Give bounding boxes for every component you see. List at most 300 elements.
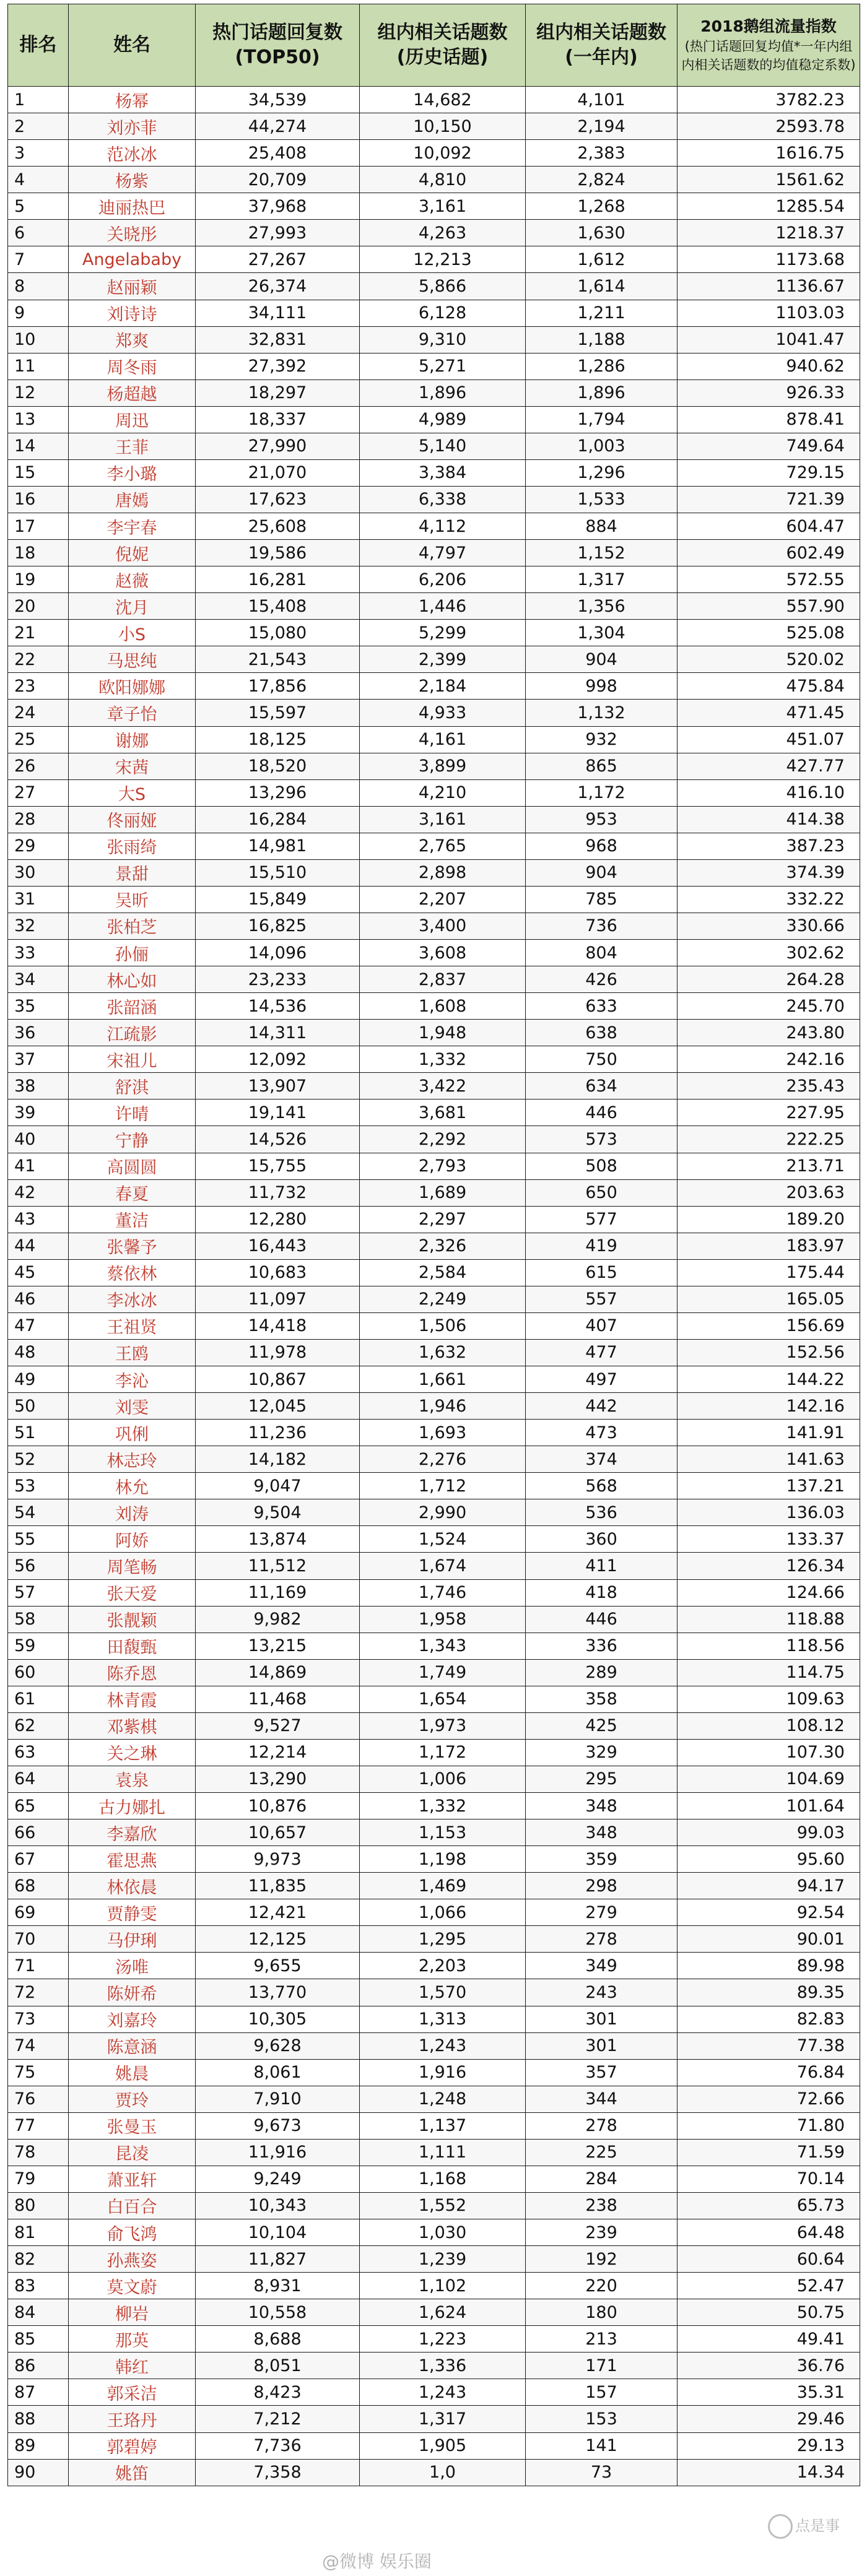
table-row (8, 753, 860, 779)
topics-year-cell: 425 (526, 1712, 677, 1739)
topics-year-cell: 904 (526, 646, 677, 673)
name-cell: 欧阳娜娜 (69, 673, 196, 700)
topics-year-cell: 1,268 (526, 193, 677, 220)
table-row (8, 1553, 860, 1579)
topics-history-cell: 1,336 (360, 2353, 526, 2379)
name-cell: 林青霞 (69, 1686, 196, 1712)
topics-history-cell: 1,693 (360, 1420, 526, 1446)
traffic-index-cell: 49.41 (677, 2326, 860, 2353)
rank-cell: 36 (8, 1020, 69, 1046)
name-cell: 古力娜扎 (69, 1793, 196, 1819)
rank-cell: 4 (8, 167, 69, 193)
topics-history-cell: 1,674 (360, 1553, 526, 1579)
topics-history-cell: 2,765 (360, 833, 526, 859)
table-row (8, 2112, 860, 2139)
traffic-index-cell: 330.66 (677, 913, 860, 939)
table-row (8, 940, 860, 966)
rank-cell: 15 (8, 459, 69, 486)
hot-replies-cell: 23,233 (196, 966, 360, 993)
topics-history-cell: 4,263 (360, 220, 526, 246)
traffic-index-cell: 133.37 (677, 1526, 860, 1553)
table-row (8, 1339, 860, 1366)
name-cell: 佟丽娅 (69, 806, 196, 833)
table-row (8, 1953, 860, 1979)
hot-replies-cell: 26,374 (196, 273, 360, 300)
rank-cell: 31 (8, 886, 69, 913)
rank-cell: 82 (8, 2246, 69, 2273)
rank-cell: 6 (8, 220, 69, 246)
traffic-index-cell: 90.01 (677, 1926, 860, 1953)
rank-cell: 33 (8, 940, 69, 966)
rank-cell: 53 (8, 1473, 69, 1499)
table-row (8, 2192, 860, 2219)
rank-cell: 78 (8, 2139, 69, 2166)
topics-year-cell: 357 (526, 2059, 677, 2086)
traffic-index-cell: 71.80 (677, 2112, 860, 2139)
traffic-index-cell: 124.66 (677, 1579, 860, 1606)
hot-replies-cell: 8,061 (196, 2059, 360, 2086)
traffic-index-cell: 82.83 (677, 2006, 860, 2032)
topics-year-cell: 804 (526, 940, 677, 966)
topics-history-cell: 1,746 (360, 1579, 526, 1606)
topics-year-cell: 243 (526, 1979, 677, 2006)
traffic-index-cell: 243.80 (677, 1020, 860, 1046)
hot-replies-cell: 34,111 (196, 300, 360, 326)
hot-replies-cell: 13,290 (196, 1766, 360, 1792)
traffic-index-cell: 416.10 (677, 779, 860, 806)
topics-history-cell: 1,524 (360, 1526, 526, 1553)
topics-history-cell: 1,712 (360, 1473, 526, 1499)
name-cell: 昆凌 (69, 2139, 196, 2166)
traffic-index-cell: 118.56 (677, 1633, 860, 1659)
table-row (8, 2219, 860, 2246)
rank-cell: 47 (8, 1312, 69, 1339)
table-row (8, 1633, 860, 1659)
traffic-index-cell: 1561.62 (677, 167, 860, 193)
topics-year-cell: 736 (526, 913, 677, 939)
table-row (8, 966, 860, 993)
name-cell: 那英 (69, 2326, 196, 2353)
topics-year-cell: 153 (526, 2406, 677, 2432)
table-row (8, 486, 860, 513)
topics-history-cell: 5,866 (360, 273, 526, 300)
rank-cell: 52 (8, 1446, 69, 1473)
table-row (8, 646, 860, 673)
hot-replies-cell: 27,990 (196, 433, 360, 459)
hot-replies-cell: 12,421 (196, 1899, 360, 1926)
topics-year-cell: 348 (526, 1793, 677, 1819)
topics-history-cell: 2,584 (360, 1259, 526, 1286)
traffic-index-cell: 77.38 (677, 2032, 860, 2059)
name-cell: 袁泉 (69, 1766, 196, 1792)
table-row (8, 459, 860, 486)
traffic-index-cell: 189.20 (677, 1206, 860, 1233)
topics-year-cell: 968 (526, 833, 677, 859)
topics-history-cell: 1,916 (360, 2059, 526, 2086)
rank-cell: 14 (8, 433, 69, 459)
rank-cell: 46 (8, 1286, 69, 1312)
rank-cell: 35 (8, 993, 69, 1020)
traffic-index-cell: 749.64 (677, 433, 860, 459)
table-row (8, 1473, 860, 1499)
name-cell: 小S (69, 620, 196, 646)
traffic-index-cell: 175.44 (677, 1259, 860, 1286)
name-cell: 巩俐 (69, 1420, 196, 1446)
name-cell: 张柏芝 (69, 913, 196, 939)
topics-year-cell: 1,211 (526, 300, 677, 326)
traffic-index-cell: 64.48 (677, 2219, 860, 2246)
name-cell: 郑爽 (69, 326, 196, 353)
traffic-index-cell: 152.56 (677, 1339, 860, 1366)
hot-replies-cell: 11,827 (196, 2246, 360, 2273)
traffic-index-cell: 70.14 (677, 2166, 860, 2192)
topics-year-cell: 426 (526, 966, 677, 993)
hot-replies-cell: 27,267 (196, 246, 360, 273)
name-cell: 迪丽热巴 (69, 193, 196, 220)
topics-year-cell: 508 (526, 1153, 677, 1179)
name-cell: 杨幂 (69, 87, 196, 113)
name-cell: 章子怡 (69, 700, 196, 726)
hot-replies-cell: 15,408 (196, 593, 360, 620)
traffic-index-cell: 52.47 (677, 2273, 860, 2299)
rank-cell: 79 (8, 2166, 69, 2192)
topics-history-cell: 1,006 (360, 1766, 526, 1792)
table-row (8, 513, 860, 540)
traffic-index-cell: 29.46 (677, 2406, 860, 2432)
topics-history-cell: 3,161 (360, 806, 526, 833)
name-cell: 霍思燕 (69, 1846, 196, 1873)
traffic-index-cell: 878.41 (677, 406, 860, 433)
name-cell: 蔡依林 (69, 1259, 196, 1286)
traffic-index-cell: 2593.78 (677, 113, 860, 140)
topics-year-cell: 411 (526, 1553, 677, 1579)
table-row (8, 1153, 860, 1179)
name-cell: 张馨予 (69, 1233, 196, 1259)
rank-cell: 9 (8, 300, 69, 326)
table-row (8, 779, 860, 806)
table-row (8, 2379, 860, 2406)
topics-history-cell: 3,608 (360, 940, 526, 966)
name-cell: 吴昕 (69, 886, 196, 913)
topics-history-cell: 1,243 (360, 2379, 526, 2406)
table-row (8, 859, 860, 886)
topics-year-cell: 336 (526, 1633, 677, 1659)
name-cell: 马思纯 (69, 646, 196, 673)
rank-cell: 90 (8, 2459, 69, 2486)
hot-replies-cell: 10,876 (196, 1793, 360, 1819)
rank-cell: 12 (8, 379, 69, 406)
name-cell: 萧亚轩 (69, 2166, 196, 2192)
table-row (8, 2299, 860, 2326)
table-row (8, 113, 860, 140)
topics-year-cell: 573 (526, 1126, 677, 1153)
traffic-index-cell: 1136.67 (677, 273, 860, 300)
traffic-index-cell: 572.55 (677, 566, 860, 593)
hot-replies-cell: 25,408 (196, 140, 360, 167)
ranking-table-container (7, 4, 860, 2486)
topics-year-cell: 1,614 (526, 273, 677, 300)
traffic-index-cell: 72.66 (677, 2086, 860, 2112)
hot-replies-cell: 13,874 (196, 1526, 360, 1553)
table-row (8, 2166, 860, 2192)
name-cell: 张靓颖 (69, 1606, 196, 1633)
topics-history-cell: 1,102 (360, 2273, 526, 2299)
hot-replies-cell: 20,709 (196, 167, 360, 193)
hot-replies-cell: 18,125 (196, 726, 360, 753)
hot-replies-cell: 14,096 (196, 940, 360, 966)
topics-year-cell: 638 (526, 1020, 677, 1046)
rank-cell: 72 (8, 1979, 69, 2006)
table-row (8, 1686, 860, 1712)
traffic-index-cell: 144.22 (677, 1366, 860, 1393)
name-cell: 汤唯 (69, 1953, 196, 1979)
name-cell: 俞飞鸿 (69, 2219, 196, 2246)
topics-year-cell: 180 (526, 2299, 677, 2326)
topics-history-cell: 1,654 (360, 1686, 526, 1712)
traffic-index-cell: 94.17 (677, 1873, 860, 1899)
rank-cell: 44 (8, 1233, 69, 1259)
topics-year-cell: 298 (526, 1873, 677, 1899)
topics-year-cell: 2,383 (526, 140, 677, 167)
topics-year-cell: 1,152 (526, 540, 677, 566)
table-row (8, 1073, 860, 1099)
traffic-index-cell: 35.31 (677, 2379, 860, 2406)
topics-history-cell: 4,933 (360, 700, 526, 726)
hot-replies-cell: 13,770 (196, 1979, 360, 2006)
topics-year-cell: 1,296 (526, 459, 677, 486)
table-row (8, 379, 860, 406)
hot-replies-cell: 17,856 (196, 673, 360, 700)
hot-replies-cell: 37,968 (196, 193, 360, 220)
table-row (8, 2353, 860, 2379)
name-cell: 沈月 (69, 593, 196, 620)
topics-year-cell: 477 (526, 1339, 677, 1366)
table-header (8, 4, 860, 87)
topics-history-cell: 2,297 (360, 1206, 526, 1233)
hot-replies-cell: 9,628 (196, 2032, 360, 2059)
table-row (8, 1179, 860, 1206)
traffic-index-cell: 1103.03 (677, 300, 860, 326)
traffic-index-cell: 126.34 (677, 1553, 860, 1579)
traffic-index-cell: 227.95 (677, 1099, 860, 1126)
traffic-index-cell: 50.75 (677, 2299, 860, 2326)
traffic-index-cell: 29.13 (677, 2432, 860, 2459)
traffic-index-cell: 1285.54 (677, 193, 860, 220)
table-row (8, 1126, 860, 1153)
topics-year-cell: 419 (526, 1233, 677, 1259)
rank-cell: 71 (8, 1953, 69, 1979)
topics-year-cell: 220 (526, 2273, 677, 2299)
rank-cell: 59 (8, 1633, 69, 1659)
rank-cell: 80 (8, 2192, 69, 2219)
topics-history-cell: 1,749 (360, 1659, 526, 1686)
rank-cell: 21 (8, 620, 69, 646)
topics-year-cell: 374 (526, 1446, 677, 1473)
topics-year-cell: 284 (526, 2166, 677, 2192)
topics-history-cell: 1,239 (360, 2246, 526, 2273)
table-row (8, 406, 860, 433)
watermark-logo-text: 点是事 (795, 2517, 840, 2535)
topics-history-cell: 9,310 (360, 326, 526, 353)
hot-replies-cell: 12,280 (196, 1206, 360, 1233)
table-row (8, 1259, 860, 1286)
topics-history-cell: 4,810 (360, 167, 526, 193)
hot-replies-cell: 18,337 (196, 406, 360, 433)
table-row (8, 1579, 860, 1606)
name-cell: Angelababy (69, 246, 196, 273)
name-cell: 刘嘉玲 (69, 2006, 196, 2032)
topics-history-cell: 5,271 (360, 353, 526, 379)
hot-replies-cell: 13,296 (196, 779, 360, 806)
topics-history-cell: 3,400 (360, 913, 526, 939)
name-cell: 李冰冰 (69, 1286, 196, 1312)
name-cell: 孙燕姿 (69, 2246, 196, 2273)
header-topics-year: 组内相关话题数 (一年内) (526, 4, 677, 87)
table-row (8, 326, 860, 353)
hot-replies-cell: 14,869 (196, 1659, 360, 1686)
topics-year-cell: 213 (526, 2326, 677, 2353)
rank-cell: 69 (8, 1899, 69, 1926)
topics-year-cell: 446 (526, 1099, 677, 1126)
hot-replies-cell: 27,993 (196, 220, 360, 246)
topics-history-cell: 2,399 (360, 646, 526, 673)
topics-year-cell: 1,304 (526, 620, 677, 646)
table-row (8, 540, 860, 566)
topics-history-cell: 1,506 (360, 1312, 526, 1339)
name-cell: 关之琳 (69, 1739, 196, 1766)
hot-replies-cell: 9,249 (196, 2166, 360, 2192)
topics-year-cell: 239 (526, 2219, 677, 2246)
name-cell: 郭采洁 (69, 2379, 196, 2406)
rank-cell: 16 (8, 486, 69, 513)
topics-year-cell: 884 (526, 513, 677, 540)
topics-year-cell: 932 (526, 726, 677, 753)
rank-cell: 19 (8, 566, 69, 593)
hot-replies-cell: 15,510 (196, 859, 360, 886)
topics-history-cell: 2,793 (360, 1153, 526, 1179)
traffic-index-cell: 60.64 (677, 2246, 860, 2273)
topics-history-cell: 1,243 (360, 2032, 526, 2059)
hot-replies-cell: 9,047 (196, 1473, 360, 1499)
hot-replies-cell: 25,608 (196, 513, 360, 540)
topics-history-cell: 1,632 (360, 1339, 526, 1366)
table-row (8, 913, 860, 939)
traffic-index-cell: 14.34 (677, 2459, 860, 2486)
topics-year-cell: 634 (526, 1073, 677, 1099)
table-row (8, 993, 860, 1020)
rank-cell: 54 (8, 1499, 69, 1526)
traffic-index-cell: 235.43 (677, 1073, 860, 1099)
name-cell: 林心如 (69, 966, 196, 993)
traffic-index-cell: 471.45 (677, 700, 860, 726)
topics-history-cell: 10,150 (360, 113, 526, 140)
hot-replies-cell: 11,916 (196, 2139, 360, 2166)
table-row (8, 193, 860, 220)
topics-history-cell: 1,111 (360, 2139, 526, 2166)
hot-replies-cell: 14,536 (196, 993, 360, 1020)
traffic-index-cell: 89.98 (677, 1953, 860, 1979)
rank-cell: 30 (8, 859, 69, 886)
hot-replies-cell: 15,849 (196, 886, 360, 913)
hot-replies-cell: 7,736 (196, 2432, 360, 2459)
topics-history-cell: 1,198 (360, 1846, 526, 1873)
hot-replies-cell: 18,297 (196, 379, 360, 406)
name-cell: 林志玲 (69, 1446, 196, 1473)
header-topics-history: 组内相关话题数 (历史话题) (360, 4, 526, 87)
table-row (8, 353, 860, 379)
name-cell: 王鸥 (69, 1339, 196, 1366)
topics-history-cell: 6,206 (360, 566, 526, 593)
topics-history-cell: 1,570 (360, 1979, 526, 2006)
topics-history-cell: 12,213 (360, 246, 526, 273)
topics-year-cell: 865 (526, 753, 677, 779)
topics-year-cell: 953 (526, 806, 677, 833)
hot-replies-cell: 11,732 (196, 1179, 360, 1206)
table-row (8, 220, 860, 246)
topics-history-cell: 5,299 (360, 620, 526, 646)
hot-replies-cell: 18,520 (196, 753, 360, 779)
topics-year-cell: 329 (526, 1739, 677, 1766)
name-cell: 贾静雯 (69, 1899, 196, 1926)
table-row (8, 1873, 860, 1899)
topics-history-cell: 1,313 (360, 2006, 526, 2032)
table-row (8, 2326, 860, 2353)
topics-history-cell: 1,153 (360, 1819, 526, 1846)
traffic-index-cell: 213.71 (677, 1153, 860, 1179)
traffic-index-cell: 141.63 (677, 1446, 860, 1473)
topics-history-cell: 1,624 (360, 2299, 526, 2326)
traffic-index-cell: 222.25 (677, 1126, 860, 1153)
table-row (8, 1020, 860, 1046)
table-row (8, 1393, 860, 1420)
table-row (8, 673, 860, 700)
table-row (8, 167, 860, 193)
table-row (8, 1899, 860, 1926)
table-row (8, 2459, 860, 2486)
traffic-index-cell: 242.16 (677, 1046, 860, 1073)
table-row (8, 1926, 860, 1953)
header-name: 姓名 (69, 4, 196, 87)
table-row (8, 620, 860, 646)
topics-history-cell: 10,092 (360, 140, 526, 167)
topics-year-cell: 536 (526, 1499, 677, 1526)
rank-cell: 89 (8, 2432, 69, 2459)
name-cell: 舒淇 (69, 1073, 196, 1099)
traffic-index-cell: 451.07 (677, 726, 860, 753)
hot-replies-cell: 13,215 (196, 1633, 360, 1659)
table-row (8, 1499, 860, 1526)
rank-cell: 67 (8, 1846, 69, 1873)
rank-cell: 45 (8, 1259, 69, 1286)
hot-replies-cell: 8,423 (196, 2379, 360, 2406)
hot-replies-cell: 7,910 (196, 2086, 360, 2112)
traffic-index-cell: 1041.47 (677, 326, 860, 353)
rank-cell: 55 (8, 1526, 69, 1553)
hot-replies-cell: 16,825 (196, 913, 360, 939)
name-cell: 宁静 (69, 1126, 196, 1153)
name-cell: 白百合 (69, 2192, 196, 2219)
traffic-index-cell: 118.88 (677, 1606, 860, 1633)
table-row (8, 87, 860, 113)
traffic-index-cell: 729.15 (677, 459, 860, 486)
name-cell: 马伊琍 (69, 1926, 196, 1953)
topics-history-cell: 3,681 (360, 1099, 526, 1126)
table-body (8, 87, 860, 2486)
name-cell: 田馥甄 (69, 1633, 196, 1659)
topics-year-cell: 358 (526, 1686, 677, 1712)
header-row (8, 4, 860, 87)
rank-cell: 66 (8, 1819, 69, 1846)
